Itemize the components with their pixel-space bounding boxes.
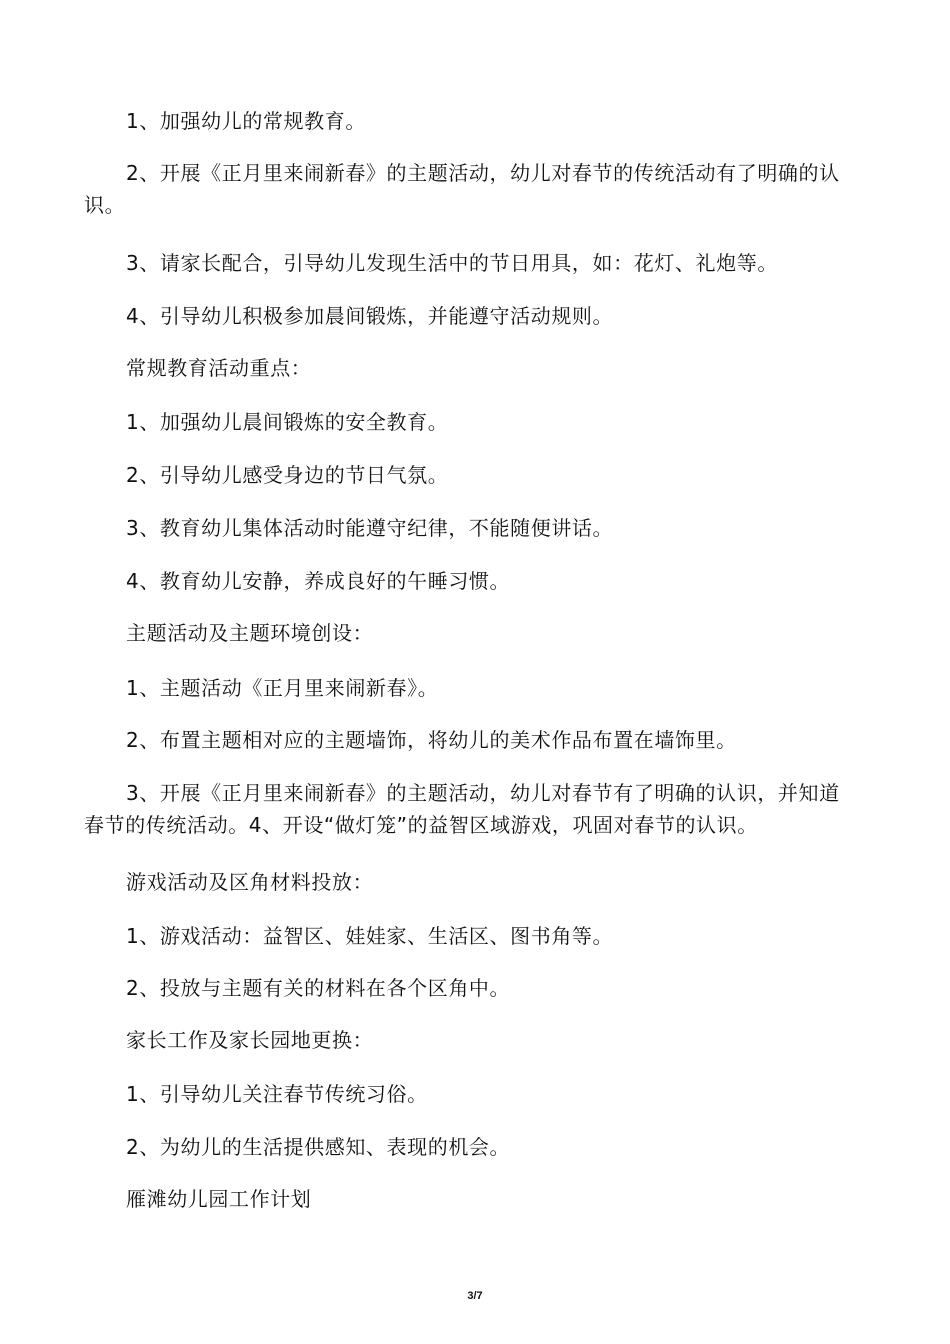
- page-number: 3/7: [467, 1290, 483, 1302]
- paragraph-1: 1、加强幼儿的常规教育。: [126, 109, 366, 133]
- document-title-line: 雁滩幼儿园工作计划: [126, 1187, 312, 1211]
- paragraph-7: 2、引导幼儿感受身边的节日气氛。: [126, 463, 449, 487]
- paragraph-8: 3、教育幼儿集体活动时能遵守纪律，不能随便讲话。: [126, 516, 614, 540]
- paragraph-16: 2、投放与主题有关的材料在各个区角中。: [126, 976, 511, 1000]
- section-heading-games: 游戏活动及区角材料投放：: [126, 870, 374, 894]
- section-heading-theme: 主题活动及主题环境创设：: [126, 621, 374, 645]
- paragraph-15: 1、游戏活动：益智区、娃娃家、生活区、图书角等。: [126, 924, 614, 948]
- paragraph-19: 2、为幼儿的生活提供感知、表现的机会。: [126, 1135, 511, 1159]
- paragraph-12: 2、布置主题相对应的主题墙饰，将幼儿的美术作品布置在墙饰里。: [126, 728, 737, 752]
- paragraph-13: 3、开展《正月里来闹新春》的主题活动，幼儿对春节有了明确的认识，并知道春节的传统活动。4、开设“做灯笼”的益智区域游戏，巩固对春节的认识。: [84, 781, 840, 837]
- paragraph-4: 4、引导幼儿积极参加晨间锻炼，并能遵守活动规则。: [126, 304, 614, 328]
- paragraph-9: 4、教育幼儿安静，养成良好的午睡习惯。: [126, 569, 511, 593]
- paragraph-11: 1、主题活动《正月里来闹新春》。: [126, 676, 439, 700]
- section-heading-routine: 常规教育活动重点：: [126, 356, 312, 380]
- paragraph-3: 3、请家长配合，引导幼儿发现生活中的节日用具，如：花灯、礼炮等。: [126, 251, 778, 275]
- paragraph-18: 1、引导幼儿关注春节传统习俗。: [126, 1082, 428, 1106]
- paragraph-2: 2、开展《正月里来闹新春》的主题活动，幼儿对春节的传统活动有了明确的认识。: [84, 161, 840, 217]
- paragraph-6: 1、加强幼儿晨间锻炼的安全教育。: [126, 410, 449, 434]
- section-heading-parents: 家长工作及家长园地更换：: [126, 1028, 374, 1052]
